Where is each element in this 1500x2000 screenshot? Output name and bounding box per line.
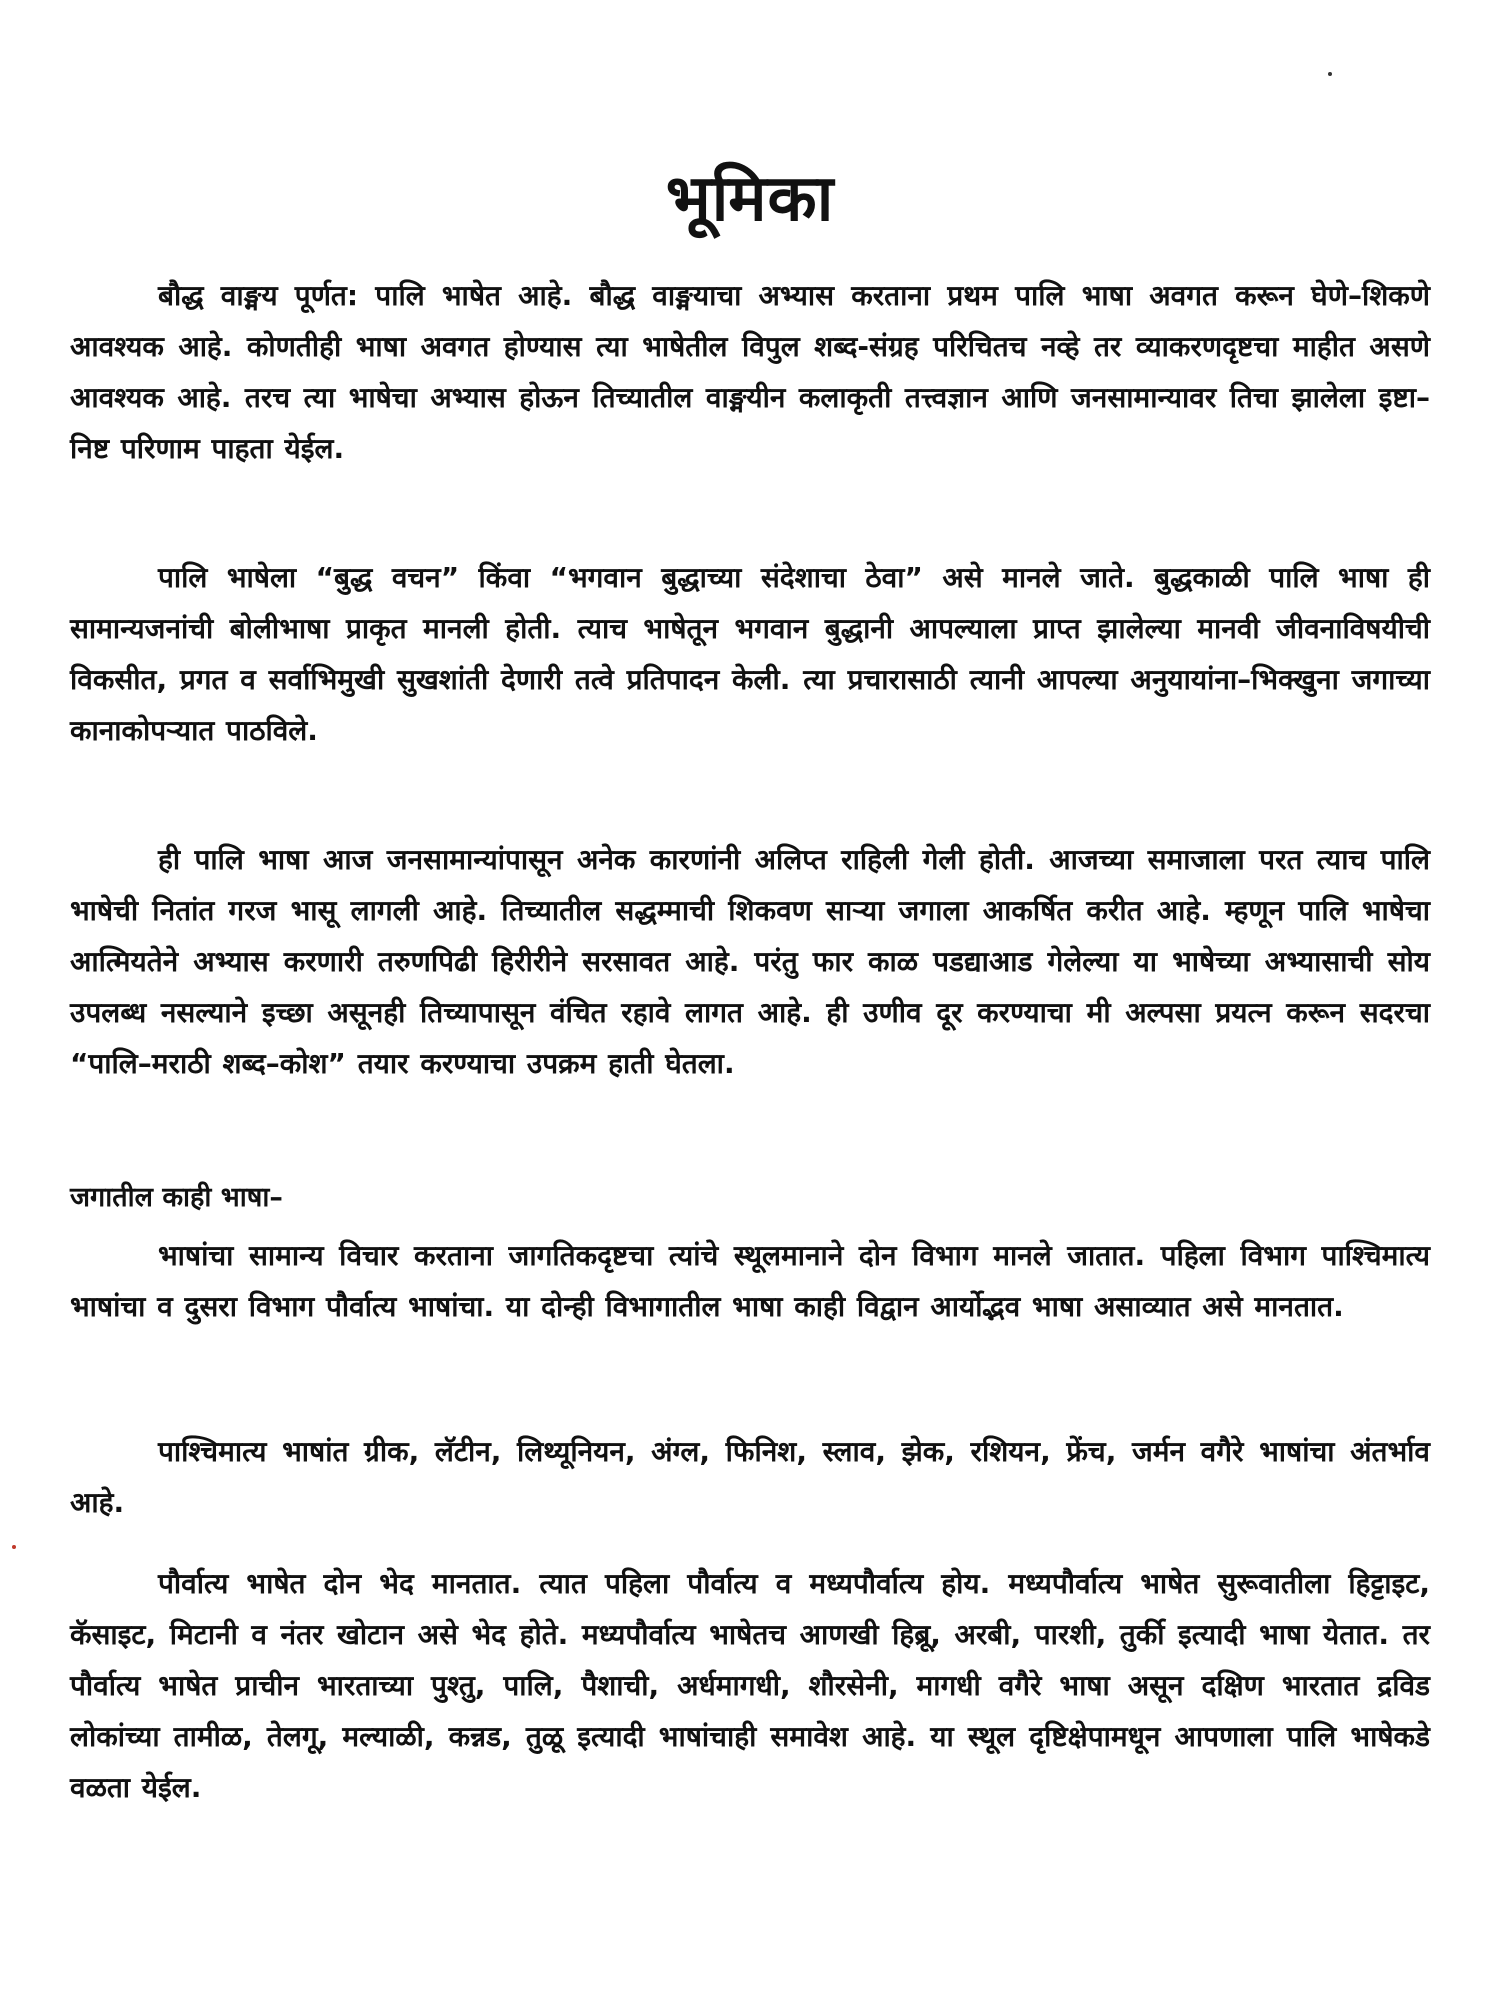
paragraph-4: भाषांचा सामान्य विचार करताना जागतिकदृष्टचा त्यांचे स्थूलमानाने दोन विभाग मानले जातात. पहिला विभाग पाश्चिमात्य भाषांचा व दुसरा विभाग पौर्वात्य भाषांचा. या दोन्ही विभागातील भाषा काही विद्वान आर्योद्भव भाषा असाव्यात असे मानतात. [70, 1239, 1430, 1323]
ink-speck [12, 1545, 16, 1549]
section-heading: जगातील काही भाषा– [70, 1182, 283, 1213]
paragraph-1: बौद्ध वाङ्मय पूर्णत: पालि भाषेत आहे. बौद्ध वाङ्मयाचा अभ्यास करताना प्रथम पालि भाषा अवगत करून घेणे–शिकणे आवश्यक आहे. कोणतीही भाषा अवगत होण्यास त्या भाषेतील विपुल शब्द-संग्रह परिचितच नव्हे तर व्याकरणदृष्टचा माहीत असणे आवश्यक आहे. तरच त्या भाषेचा अभ्यास होऊन तिच्यातील वाङ्मयीन कलाकृती तत्त्वज्ञान आणि जनसामान्यावर तिचा झालेला इष्टा–निष्ट परिणाम पाहता येईल. [70, 279, 1430, 465]
paragraph-2: पालि भाषेला “बुद्ध वचन” किंवा “भगवान बुद्धाच्या संदेशाचा ठेवा” असे मानले जाते. बुद्धकाळी पालि भाषा ही सामान्यजनांची बोलीभाषा प्राकृत मानली होती. त्याच भाषेतून भगवान बुद्धानी आपल्याला प्राप्त झालेल्या मानवी जीवनाविषयीची विकसीत, प्रगत व सर्वाभिमुखी सुखशांती देणारी तत्वे प्रतिपादन केली. त्या प्रचारासाठी त्यानी आपल्या अनुयायांना–भिक्खुना जगाच्या कानाकोपऱ्यात पाठविले. [70, 561, 1430, 747]
paragraph-5: पाश्चिमात्य भाषांत ग्रीक, लॅटीन, लिथ्यूनियन, अंग्ल, फिनिश, स्लाव, झेक, रशियन, फ्रेंच, जर्मन वगैरे भाषांचा अंतर्भाव आहे. [70, 1435, 1430, 1519]
paragraph-6: पौर्वात्य भाषेत दोन भेद मानतात. त्यात पहिला पौर्वात्य व मध्यपौर्वात्य होय. मध्यपौर्वात्य भाषेत सुरूवातीला हिट्टाइट, कॅसाइट, मिटानी व नंतर खोटान असे भेद होते. मध्यपौर्वात्य भाषेतच आणखी हिब्रू, अरबी, पारशी, तुर्की इत्यादी भाषा येतात. तर पौर्वात्य भाषेत प्राचीन भारताच्या पुश्तु, पालि, पैशाची, अर्धमागधी, शौरसेनी, मागधी वगैरे भाषा असून दक्षिण भारतात द्रविड लोकांच्या तामीळ, तेलगू, मल्याळी, कन्नड, तुळू इत्यादी भाषांचाही समावेश आहे. या स्थूल दृष्टिक्षेपामधून आपणाला पालि भाषेकडे वळता येईल. [70, 1567, 1430, 1804]
print-speck [1328, 72, 1332, 76]
page-title: भूमिका [665, 161, 835, 236]
paragraph-3: ही पालि भाषा आज जनसामान्यांपासून अनेक कारणांनी अलिप्त राहिली गेली होती. आजच्या समाजाला परत त्याच पालि भाषेची नितांत गरज भासू लागली आहे. तिच्यातील सद्धम्माची शिकवण साऱ्या जगाला आकर्षित करीत आहे. म्हणून पालि भाषेचा आत्मियतेने अभ्यास करणारी तरुणपिढी हिरीरीने सरसावत आहे. परंतु फार काळ पडद्याआड गेलेल्या या भाषेच्या अभ्यासाची सोय उपलब्ध नसल्याने इच्छा असूनही तिच्यापासून वंचित रहावे लागत आहे. ही उणीव दूर करण्याचा मी अल्पसा प्रयत्न करून सदरचा “पालि–मराठी शब्द–कोश” तयार करण्याचा उपक्रम हाती घेतला. [70, 843, 1430, 1080]
